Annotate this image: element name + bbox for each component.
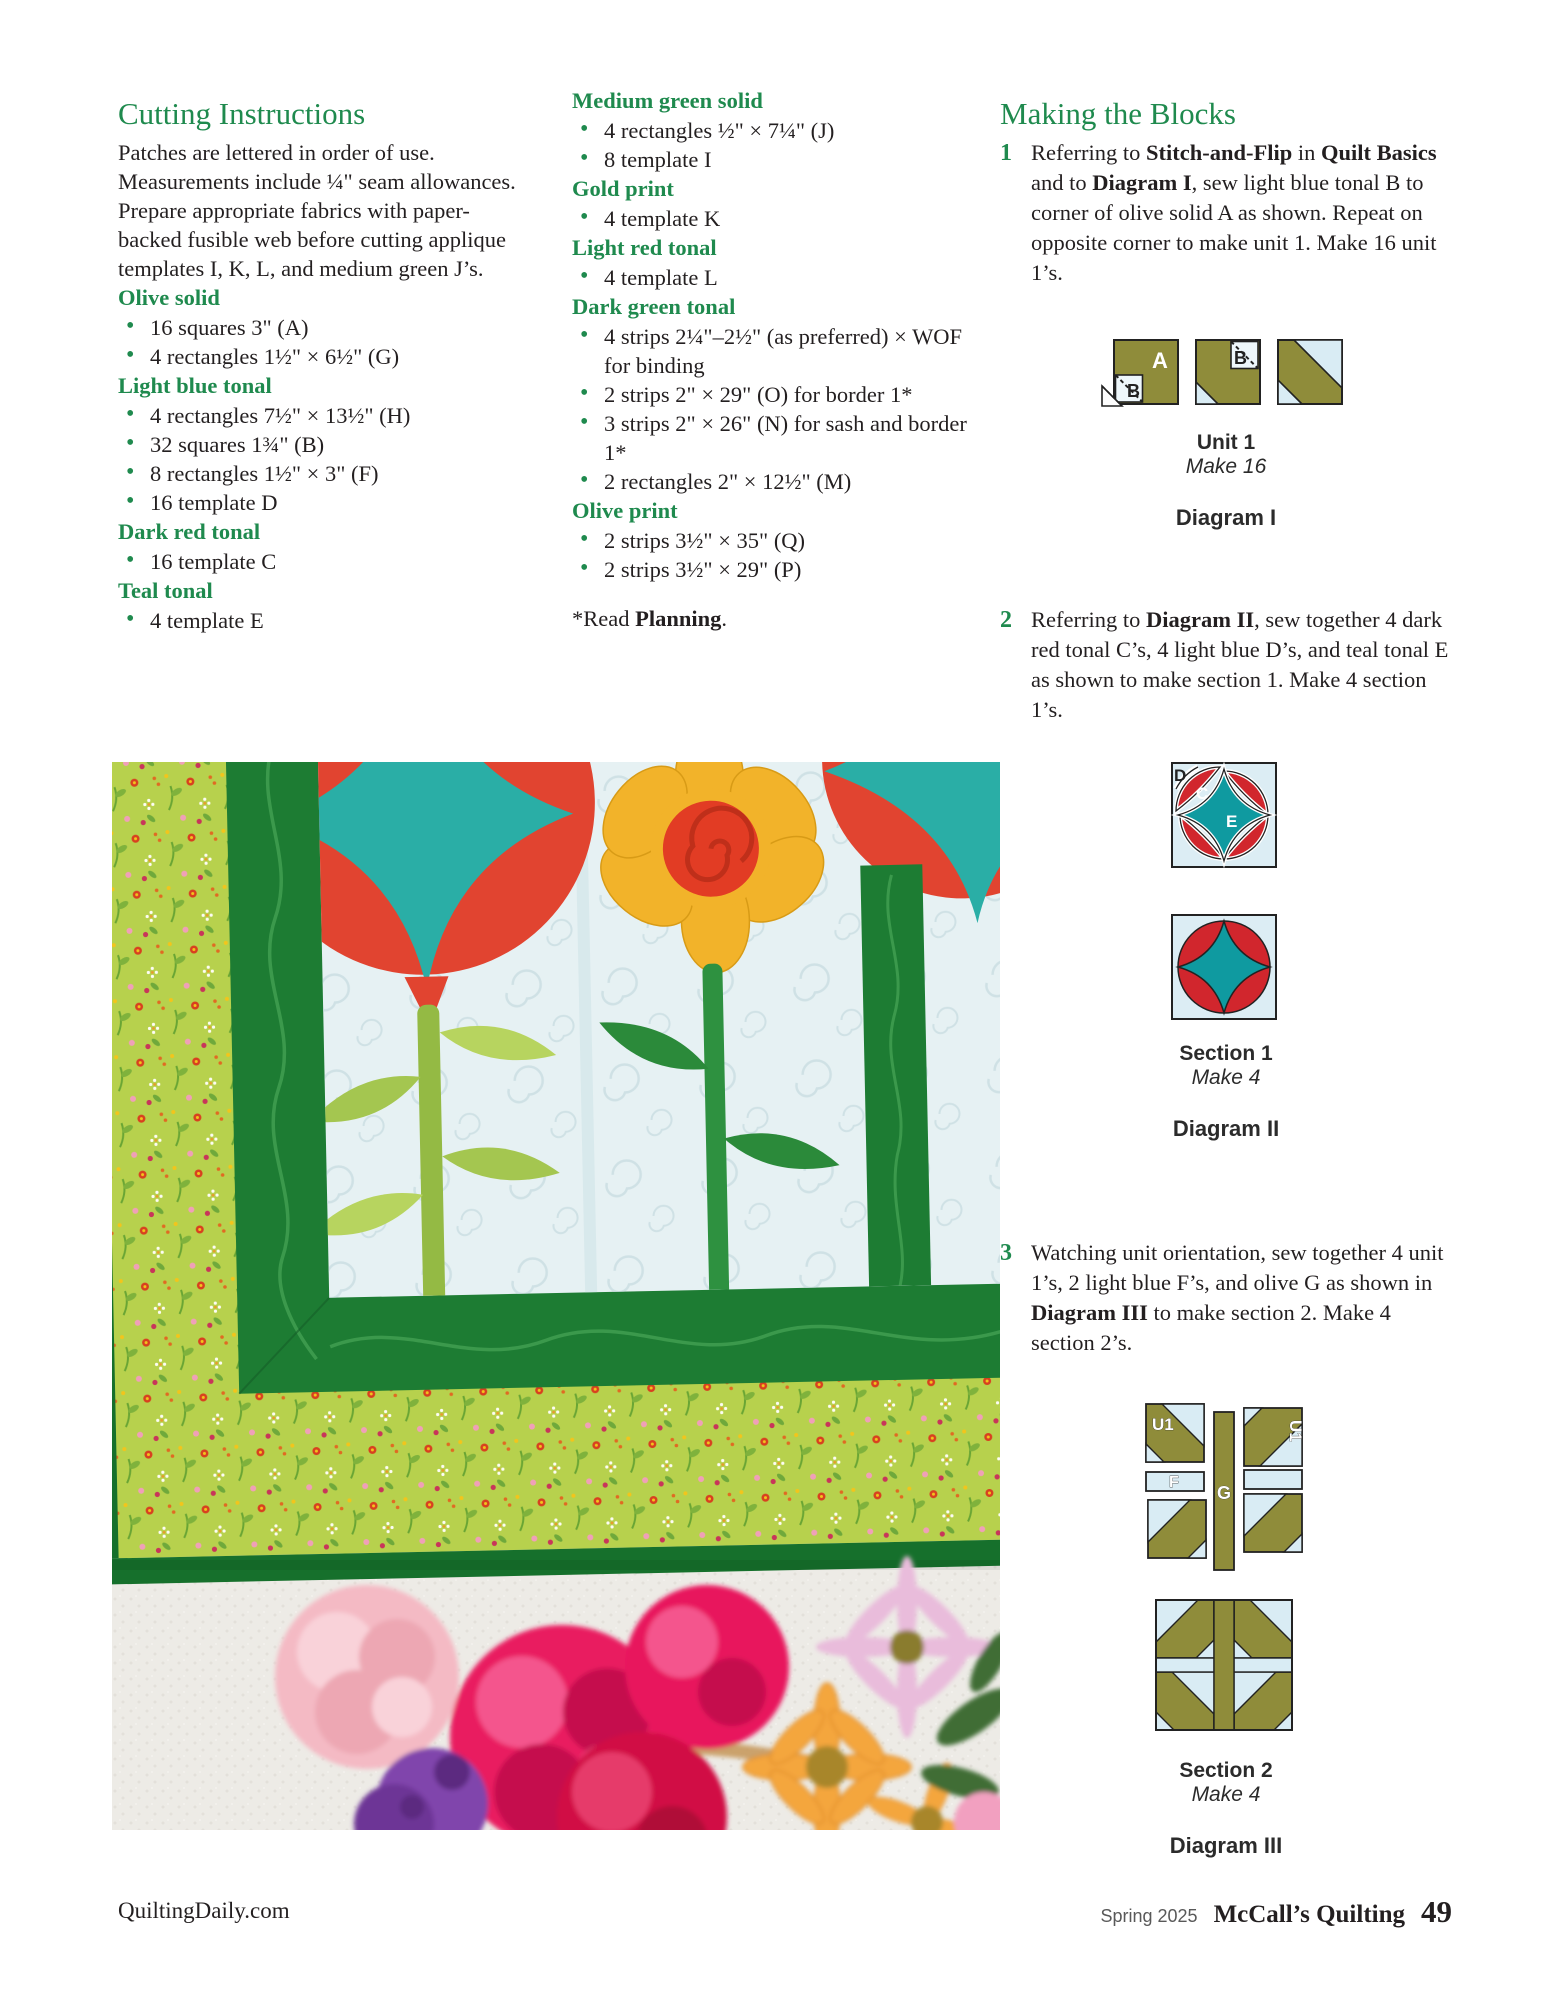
stitch-flip-square-1 <box>1102 340 1178 406</box>
step-1 <box>1000 138 1452 288</box>
diagram-1 <box>1000 338 1452 531</box>
section-1-assembled <box>1172 915 1276 1019</box>
fabric-heading: Dark red tonal <box>118 519 261 544</box>
section-1-label: Section 1 <box>1179 1042 1273 1065</box>
footer-folio <box>1100 1894 1452 1930</box>
making-the-blocks-column <box>1000 96 1452 1859</box>
quilt <box>112 762 1000 1584</box>
cutting-continued-column <box>572 86 980 633</box>
cutting-item: • 4 rectangles 1½" × 6½" (G) <box>118 342 530 371</box>
cutting-group <box>572 86 980 174</box>
fabric-heading: Teal tonal <box>118 578 213 603</box>
fabric-heading: Medium green solid <box>572 88 763 113</box>
unit-1-make-count: Make 16 <box>1185 455 1267 478</box>
diagram-2-graphic <box>1168 761 1284 1023</box>
diagram-3-caption: Diagram III <box>1169 1833 1283 1858</box>
cutting-group <box>118 576 530 635</box>
step-1-text: Referring to Stitch-and-Flip in Quilt Basics and to Diagram I, sew light blue tonal B to corner of olive solid A as shown. Repeat on opposite corner to make unit 1. Make 16 unit 1’s. <box>1031 140 1437 285</box>
cutting-item: • 4 rectangles 7½" × 13½" (H) <box>118 401 530 430</box>
cutting-item: • 16 template C <box>118 547 530 576</box>
section-1-exploded <box>1172 763 1276 867</box>
cutting-instructions-column <box>118 96 530 635</box>
cutting-groups-left <box>118 283 530 635</box>
cutting-item: • 16 squares 3" (A) <box>118 313 530 342</box>
patch-label-B1: B <box>1127 381 1140 401</box>
cutting-group <box>572 292 980 496</box>
cutting-item: • 4 template L <box>572 263 980 292</box>
step-3 <box>1000 1238 1452 1358</box>
cutting-item: • 8 template I <box>572 145 980 174</box>
patch-label-G: G <box>1217 1483 1232 1503</box>
cutting-item: • 2 strips 3½" × 35" (Q) <box>572 526 980 555</box>
step-3-number: 3 <box>1000 1240 1012 1266</box>
cutting-item: • 4 template E <box>118 606 530 635</box>
cutting-item: • 16 template D <box>118 488 530 517</box>
patch-label-F: F <box>1169 1474 1179 1491</box>
cutting-group <box>572 174 980 233</box>
fabric-heading: Gold print <box>572 176 674 201</box>
patch-label-D: D <box>1174 766 1187 785</box>
footer-website: QuiltingDaily.com <box>118 1898 290 1923</box>
unit-label-u1-right: U1 <box>1286 1420 1305 1442</box>
cutting-group <box>572 496 980 584</box>
pink-carnation <box>275 1585 459 1769</box>
cutting-intro: Patches are lettered in order of use. Measurements include ¼" seam allowances. Prepare appropriate fabrics with paper-backed fusible web before cutting applique templates I, K, L, and medium green J’s. <box>118 140 516 281</box>
unit-1-label: Unit 1 <box>1196 431 1256 454</box>
patch-label-E: E <box>1226 812 1238 831</box>
diagram-3 <box>1000 1402 1452 1859</box>
cutting-item: • 2 strips 3½" × 29" (P) <box>572 555 980 584</box>
diagram-2 <box>1000 761 1452 1142</box>
cutting-group <box>572 233 980 292</box>
fabric-heading: Light blue tonal <box>118 373 272 398</box>
footer-season: Spring 2025 <box>1100 1906 1198 1926</box>
step-1-number: 1 <box>1000 140 1012 166</box>
fabric-heading: Olive print <box>572 498 678 523</box>
step-2-number: 2 <box>1000 607 1012 633</box>
cutting-item: • 4 strips 2¼"–2½" (as preferred) × WOF for binding <box>572 322 980 380</box>
section-1-make-count: Make 4 <box>1191 1066 1261 1089</box>
diagram-2-caption: Diagram II <box>1172 1116 1280 1141</box>
cutting-groups-middle <box>572 86 980 584</box>
planning-footnote: *Read Planning. <box>572 606 728 631</box>
step-3-text: Watching unit orientation, sew together 4 unit 1’s, 2 light blue F’s, and olive G as shown in Diagram III to make section 2. Make 4 section 2’s. <box>1031 1240 1444 1355</box>
quilt-photo <box>112 762 1000 1830</box>
section-2-label: Section 2 <box>1179 1759 1273 1782</box>
step-2-text: Referring to Diagram II, sew together 4 dark red tonal C’s, 4 light blue D’s, and teal tonal E as shown to make section 1. Make 4 section 1’s. <box>1031 607 1449 722</box>
cutting-item: • 2 rectangles 2" × 12½" (M) <box>572 467 980 496</box>
finished-unit-square <box>1278 340 1342 404</box>
cutting-item: • 4 rectangles ½" × 7¼" (J) <box>572 116 980 145</box>
diagram-1-caption: Diagram I <box>1175 505 1277 530</box>
footer-page-number: 49 <box>1421 1894 1452 1929</box>
cutting-title: Cutting Instructions <box>118 96 366 131</box>
cutting-item: • 3 strips 2" × 26" (N) for sash and border 1* <box>572 409 980 467</box>
cutting-item: • 4 template K <box>572 204 980 233</box>
section-2-assembled <box>1156 1600 1292 1730</box>
unit-label-u1-left: U1 <box>1152 1415 1174 1434</box>
fabric-heading: Olive solid <box>118 285 220 310</box>
cutting-item: • 32 squares 1¾" (B) <box>118 430 530 459</box>
patch-label-A: A <box>1152 348 1168 373</box>
stitch-flip-square-2 <box>1196 340 1260 404</box>
patch-label-C: C <box>1196 784 1209 803</box>
fabric-heading: Light red tonal <box>572 235 717 260</box>
patch-label-B2: B <box>1234 348 1247 368</box>
section-2-exploded <box>1146 1404 1305 1570</box>
cutting-group <box>118 517 530 576</box>
fabric-heading: Dark green tonal <box>572 294 736 319</box>
making-title: Making the Blocks <box>1000 96 1236 131</box>
step-2 <box>1000 605 1452 725</box>
cutting-group <box>118 371 530 517</box>
cutting-group <box>118 283 530 371</box>
section-2-make-count: Make 4 <box>1191 1783 1261 1806</box>
cutting-item: • 8 rectangles 1½" × 3" (F) <box>118 459 530 488</box>
footer-magazine-title: McCall’s Quilting <box>1213 1901 1405 1928</box>
cutting-item: • 2 strips 2" × 29" (O) for border 1* <box>572 380 980 409</box>
quilt-photo-graphic <box>112 762 1000 1830</box>
diagram-3-graphic <box>1142 1402 1310 1740</box>
diagram-1-graphic <box>1100 338 1352 412</box>
